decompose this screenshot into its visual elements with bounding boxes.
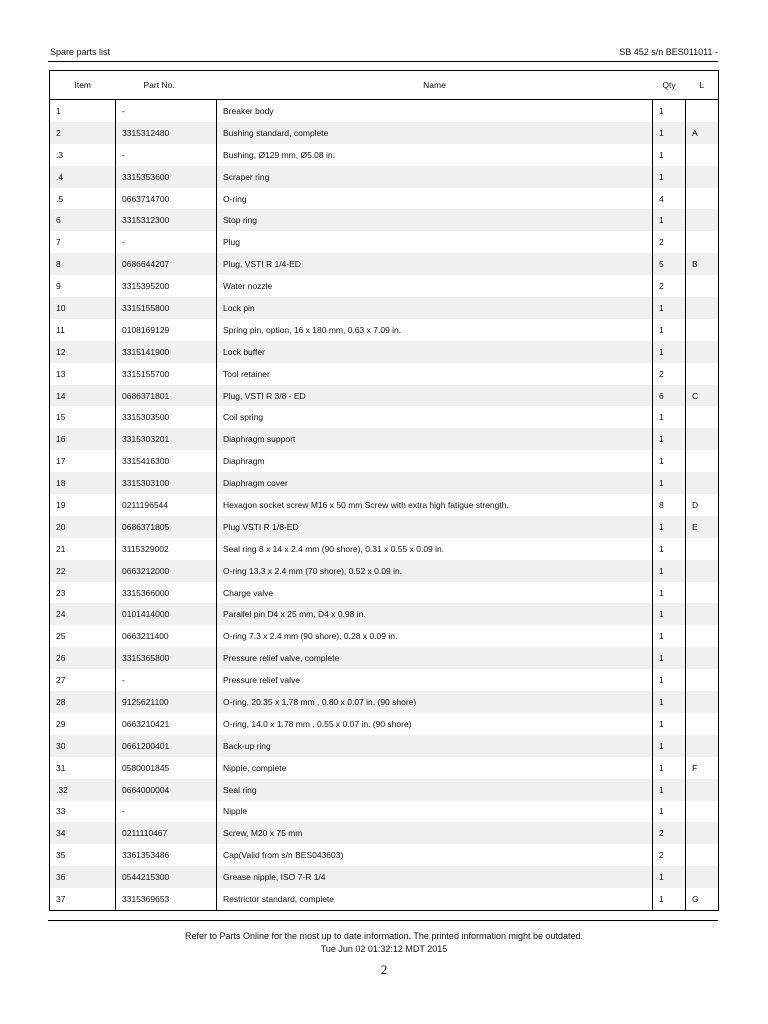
cell-item: 34 [50,822,116,844]
cell-part-no: 3315369653 [116,888,217,910]
cell-part-no: 3315303201 [116,428,217,450]
table-row [50,122,719,144]
cell-part-no: 3315303100 [116,472,217,494]
cell-name: O-ring 13.3 x 2.4 mm (70 shore), 0.52 x 0.09 in. [217,560,653,582]
cell-item: 33 [56,806,66,817]
cell-name: O-ring, 20.35 x 1.78 mm , 0.80 x 0.07 in. (90 shore) [217,691,653,713]
cell-l [686,188,719,210]
cell-part-no: 3315365800 [116,647,217,669]
cell-name: Cap(Valid from s/n BES043603) [217,844,653,866]
cell-part-no: 0580001845 [116,757,217,779]
table-row [50,516,719,538]
cell-name: Lock pin [217,297,653,319]
cell-item: 2 [50,122,116,144]
table-row [50,231,719,253]
cell-qty: 4 [653,188,686,210]
cell-part-no: - [116,100,217,122]
model-serial: SB 452 s/n BES011011 - [619,47,718,57]
cell-name: Diaphragm [217,450,653,472]
cell-l [686,603,719,625]
cell-part-no: - [116,669,217,691]
cell-l: E [686,516,719,538]
cell-name: Grease nipple, ISO 7-R 1/4 [217,866,653,888]
cell-l: F [686,757,719,779]
table-row [50,691,719,713]
cell-qty: 1 [653,341,686,363]
table-row [50,669,719,691]
cell-name: Coil spring [217,406,653,428]
cell-name: Hexagon socket screw M16 x 50 mm Screw with extra high fatigue strength. [217,494,653,516]
cell-l [686,713,719,735]
cell-item: 14 [50,385,116,407]
cell-name: Bushing, Ø129 mm, Ø5.08 in. [217,144,653,166]
cell-item: 27 [56,675,66,686]
table-row [50,735,719,757]
table-row [50,406,719,428]
cell-part-no: 3115329002 [116,538,217,560]
header-divider [48,61,718,62]
cell-name: Pressure relief valve, complete [217,647,653,669]
cell-item: 30 [50,735,116,757]
table-row [50,472,719,494]
cell-qty: 1 [653,144,686,166]
column-header-l: L [686,71,719,100]
table-row [50,844,719,866]
table-row [50,801,719,823]
cell-l: G [686,888,719,910]
cell-part-no: 0686371805 [116,516,217,538]
cell-item: .3 [56,149,64,160]
cell-item: 31 [56,762,66,773]
cell-l [686,560,719,582]
cell-qty: 1 [653,560,686,582]
cell-item: 26 [50,647,116,669]
cell-qty: 2 [653,231,686,253]
cell-name: Seal ring [217,779,653,801]
cell-l [686,406,719,428]
cell-qty: 1 [653,122,686,144]
table-row [50,209,719,231]
cell-part-no: 3315312480 [116,122,217,144]
cell-l [686,450,719,472]
column-header-qty: Qty [653,71,686,100]
table-row [50,538,719,560]
cell-qty: 1 [653,538,686,560]
cell-item: 12 [50,341,116,363]
cell-item: .32 [50,779,116,801]
cell-item: 7 [56,237,61,248]
cell-item: 19 [56,499,66,510]
table-row [50,319,719,341]
cell-name: Bushing standard, complete [217,122,653,144]
cell-qty: 1 [653,582,686,604]
cell-name: Spring pin, option, 16 x 180 mm, 0.63 x 7.09 in. [217,319,653,341]
cell-item: 20 [50,516,116,538]
cell-name: Plug, VSTI R 1/4-ED [217,253,653,275]
cell-qty: 5 [653,253,686,275]
cell-part-no: 0108169129 [116,319,217,341]
cell-qty: 1 [653,166,686,188]
cell-l [686,866,719,888]
cell-item: 9 [56,281,61,292]
cell-part-no: 3315303500 [116,406,217,428]
cell-qty: 1 [653,691,686,713]
cell-name: O-ring, 14.0 x 1.78 mm , 0.55 x 0.07 in. (90 shore) [217,713,653,735]
cell-l [686,691,719,713]
table-row [50,603,719,625]
cell-item: 22 [50,560,116,582]
cell-item: .4 [50,166,116,188]
cell-name: Plug [217,231,653,253]
cell-part-no: 0663210421 [116,713,217,735]
cell-qty: 2 [653,844,686,866]
footer-note: Refer to Parts Online for the most up to date information. The printed information might be outdated. [184,931,584,941]
cell-part-no: 9125621100 [116,691,217,713]
table-header-row [50,71,719,100]
cell-name: Stop ring [217,209,653,231]
cell-l [686,582,719,604]
table-row [50,647,719,669]
cell-qty: 1 [653,516,686,538]
cell-item: 36 [50,866,116,888]
cell-part-no: 0101414000 [116,603,217,625]
table-row [50,363,719,385]
cell-name: Diaphragm support [217,428,653,450]
cell-part-no: 3315312300 [116,209,217,231]
cell-item: 1 [56,105,61,116]
cell-name: Scraper ring [217,166,653,188]
cell-qty: 1 [653,472,686,494]
cell-item: 21 [56,543,66,554]
cell-part-no: 0663211400 [116,625,217,647]
cell-part-no: 0663212000 [116,560,217,582]
cell-name: Restrictor standard, complete [217,888,653,910]
cell-part-no: - [116,144,217,166]
table-row [50,275,719,297]
cell-item: 18 [50,472,116,494]
cell-part-no: 0661200401 [116,735,217,757]
cell-part-no: 0663714700 [116,188,217,210]
cell-part-no: 3315141900 [116,341,217,363]
cell-item: .5 [56,193,64,204]
cell-part-no: 3315155800 [116,297,217,319]
column-header-part-no: Part No. [116,71,217,100]
table-row [50,779,719,801]
cell-qty: 2 [653,363,686,385]
cell-qty: 2 [653,822,686,844]
cell-name: Diaphragm cover [217,472,653,494]
table-row [50,582,719,604]
cell-part-no: - [116,801,217,823]
cell-qty: 1 [653,647,686,669]
cell-l [686,100,719,122]
cell-part-no: - [116,231,217,253]
cell-name: Plug, VSTI R 3/8 - ED [217,385,653,407]
cell-item: 25 [56,631,66,642]
cell-l [686,363,719,385]
column-header-item: Item [50,71,116,100]
cell-qty: 1 [653,100,686,122]
cell-qty: 1 [653,209,686,231]
cell-qty: 1 [653,603,686,625]
table-row [50,713,719,735]
cell-l [686,822,719,844]
cell-qty: 1 [653,428,686,450]
cell-qty: 1 [653,406,686,428]
table-row [50,428,719,450]
cell-qty: 1 [653,888,686,910]
table-row [50,625,719,647]
table-row [50,888,719,910]
table-row [50,144,719,166]
cell-item: 28 [50,691,116,713]
table-row [50,560,719,582]
cell-name: Seal ring 8 x 14 x 2.4 mm (90 shore), 0.31 x 0.55 x 0.09 in. [217,538,653,560]
cell-l [686,647,719,669]
cell-name: Pressure relief valve [217,669,653,691]
table-row [50,757,719,779]
cell-l: C [686,385,719,407]
cell-item: 23 [56,587,66,598]
cell-part-no: 3315416300 [116,450,217,472]
cell-l [686,844,719,866]
cell-l [686,231,719,253]
cell-item: 24 [50,603,116,625]
cell-qty: 2 [653,275,686,297]
cell-l [686,779,719,801]
cell-qty: 1 [653,669,686,691]
table-row [50,341,719,363]
cell-qty: 1 [653,866,686,888]
cell-l [686,275,719,297]
cell-name: Screw, M20 x 75 mm [217,822,653,844]
cell-qty: 1 [653,625,686,647]
cell-name: O-ring 7.3 x 2.4 mm (90 shore), 0.28 x 0.09 in. [217,625,653,647]
cell-part-no: 0686371801 [116,385,217,407]
cell-part-no: 3315155700 [116,363,217,385]
cell-name: Charge valve [217,582,653,604]
table-row [50,253,719,275]
cell-l [686,341,719,363]
cell-qty: 1 [653,450,686,472]
cell-name: Breaker body [217,100,653,122]
cell-name: O-ring [217,188,653,210]
cell-part-no: 3315353600 [116,166,217,188]
cell-qty: 8 [653,494,686,516]
footer-divider [48,920,718,921]
table-row [50,866,719,888]
cell-l [686,669,719,691]
cell-qty: 1 [653,319,686,341]
table-row [50,822,719,844]
cell-name: Tool retainer [217,363,653,385]
cell-l [686,538,719,560]
table-row [50,494,719,516]
parts-table [49,70,719,911]
cell-item: 35 [56,850,66,861]
cell-part-no: 0686644207 [116,253,217,275]
cell-item: 37 [56,894,66,904]
cell-part-no: 3315366000 [116,582,217,604]
cell-name: Lock buffer [217,341,653,363]
cell-item: 8 [50,253,116,275]
footer-date: Tue Jun 02 01:32:12 MDT 2015 [320,944,448,954]
cell-l: A [686,122,719,144]
cell-name: Parallel pin D4 x 25 mm, D4 x 0.98 in. [217,603,653,625]
cell-item: 11 [56,324,65,335]
table-row [50,385,719,407]
cell-item: 15 [56,412,66,423]
cell-item: 29 [56,718,66,729]
cell-part-no: 0211110467 [116,822,217,844]
cell-l [686,297,719,319]
cell-l [686,735,719,757]
table-row [50,188,719,210]
cell-item: 13 [56,368,66,379]
cell-qty: 1 [653,801,686,823]
cell-l [686,472,719,494]
table-row [50,297,719,319]
cell-qty: 6 [653,385,686,407]
cell-l [686,801,719,823]
cell-part-no: 0664000004 [116,779,217,801]
cell-part-no: 0211196544 [116,494,217,516]
cell-l [686,166,719,188]
table-row [50,450,719,472]
cell-name: Nipple [217,801,653,823]
cell-l [686,209,719,231]
cell-qty: 1 [653,757,686,779]
table-row [50,166,719,188]
cell-qty: 1 [653,713,686,735]
cell-l [686,319,719,341]
cell-name: Plug VSTI R 1/8-ED [217,516,653,538]
cell-l: D [686,494,719,516]
cell-qty: 1 [653,735,686,757]
cell-qty: 1 [653,297,686,319]
column-header-name: Name [217,71,653,100]
document-title: Spare parts list [50,47,111,57]
cell-l [686,625,719,647]
cell-item: 6 [50,209,116,231]
cell-l [686,144,719,166]
cell-item: 16 [50,428,116,450]
cell-l: B [686,253,719,275]
cell-name: Water nozzle [217,275,653,297]
table-row [50,100,719,122]
cell-part-no: 0544215300 [116,866,217,888]
cell-item: 10 [50,297,116,319]
cell-item: 17 [56,456,66,467]
cell-part-no: 3361353486 [116,844,217,866]
page-number: 2 [380,962,388,977]
cell-l [686,428,719,450]
cell-name: Back-up ring [217,735,653,757]
cell-part-no: 3315395200 [116,275,217,297]
cell-name: Nipple, complete [217,757,653,779]
cell-qty: 1 [653,779,686,801]
